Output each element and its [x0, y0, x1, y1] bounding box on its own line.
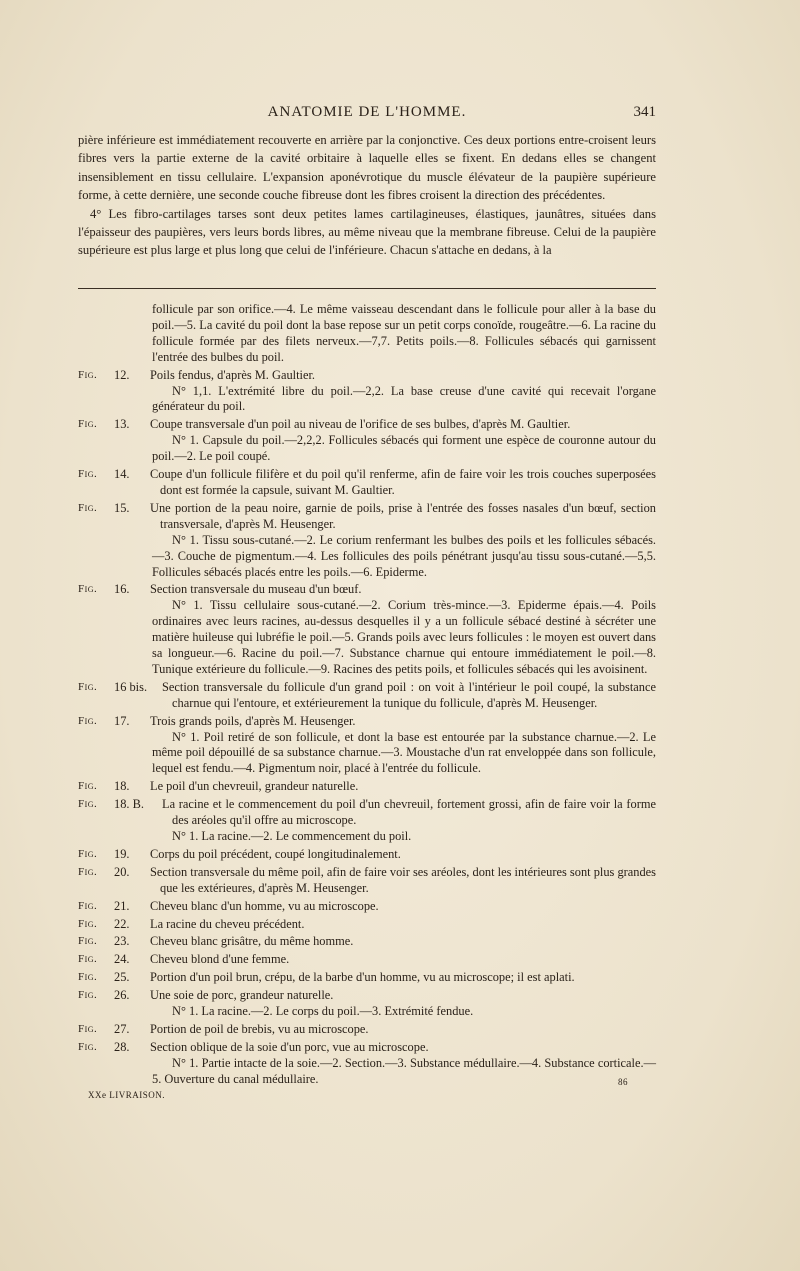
figure-caption [78, 714, 656, 778]
figure-label: Fig. [78, 780, 98, 793]
figure-caption [78, 988, 656, 1020]
figure-number: 15. [114, 500, 130, 515]
figure-caption [78, 779, 656, 795]
figure-label: Fig. [78, 680, 98, 693]
figure-number: 14. [114, 467, 130, 482]
figure-title: Cheveu blond d'une femme. [150, 952, 290, 967]
figure-caption [78, 952, 656, 968]
figure-caption [78, 847, 656, 863]
figure-legend: N° 1. Tissu cellulaire sous-cutané.—2. Corium très-mince.—3. Epiderme épais.—4. Poils ordinaires avec leurs racines, au-dessus desquelles il y a un follicule sébacé destiné à sécréter une matière huileuse qui lubréfie le poil.—5. Grands poils avec leurs follicules : le moyen est ouvert dans sa longueur.—6. Racine du poil.—7. Substance charnue qui entoure immédiatement le poil.—8. Tunique extérieure du follicule.—9. Racines des petits poils, et follicules sébacés qui les avoisinent. [152, 598, 656, 676]
figure-title: Portion d'un poil brun, crépu, de la barbe d'un homme, vu au microscope; il est aplati. [150, 970, 575, 985]
figure-label: Fig. [78, 899, 98, 912]
figure-number: 20. [114, 864, 130, 879]
figure-title: Section transversale du même poil, afin de faire voir ses aréoles, dont les intérieures sont plus grandes que les extérieures, d'après M. Heusenger. [150, 864, 656, 895]
figure-number: 28. [114, 1039, 130, 1054]
page-footer [88, 1077, 648, 1105]
figure-legend: N° 1. La racine.—2. Le commencement du poil. [172, 829, 412, 843]
figure-number: 18. [114, 779, 130, 794]
figure-title: Poils fendus, d'après M. Gaultier. [150, 367, 316, 382]
figure-label: Fig. [78, 865, 98, 878]
figure-caption [78, 680, 656, 712]
figure-number: 18. B. [114, 797, 144, 812]
figure-caption [78, 1022, 656, 1038]
figure-legend: N° 1. Poil retiré de son follicule, et dont la base est entourée par la substance charnue.—2. Le même poil dépouillé de sa substance charnue.—3. Moustache d'un rat enveloppée dans son follicule, lequel est fendu.—4. Pigmentum noir, placé à l'entrée du follicule. [152, 729, 656, 776]
figure-label: Fig. [78, 798, 98, 811]
figure-caption [78, 501, 656, 581]
figure-legend: N° 1. Tissu sous-cutané.—2. Le corium renfermant les bulbes des poils et les follicules sébacés.—3. Couche de pigmentum.—4. Les follicules des poils pénétrant jusqu'au tissu sous-cutané.—5,5. Follicules sébacés placés entre les poils.—6. Epiderme. [152, 532, 656, 579]
figure-number: 17. [114, 713, 130, 728]
figure-label: Fig. [78, 418, 98, 431]
figure-number: 19. [114, 846, 130, 861]
figure-caption [78, 934, 656, 950]
figure-caption [78, 467, 656, 499]
figure-label: Fig. [78, 368, 98, 381]
figure-title: Section oblique de la soie d'un porc, vue au microscope. [150, 1039, 429, 1054]
figure-label: Fig. [78, 1022, 98, 1035]
figure-title: Coupe d'un follicule filifère et du poil qu'il renferme, afin de faire voir les trois couches superposées dont est formée la capsule, suivant M. Gaultier. [150, 467, 656, 497]
figure-label: Fig. [78, 501, 98, 514]
figure-title: Portion de poil de brebis, vu au microscope. [150, 1021, 369, 1036]
intro-paragraph: 4° Les fibro-cartilages tarses sont deux petites lames cartilagineuses, élastiques, jaunâtres, situées dans l'épaisseur des paupières, vers leurs bords libres, au même niveau que la membrane fibreuse. Celui de la paupière supérieure est plus large et plus long que celui de l'inférieure. Chacun s'attache en dedans, à la [78, 206, 656, 258]
figure-number: 26. [114, 988, 130, 1003]
figure-number: 12. [114, 367, 130, 382]
page-number: 341 [633, 104, 656, 120]
figure-title: Corps du poil précédent, coupé longitudinalement. [150, 846, 401, 861]
figure-title: Section transversale du follicule d'un grand poil : on voit à l'intérieur le poil coupé, la substance charnue qui l'entoure, et extérieurement la tunique du follicule, d'après M. Heusenger. [162, 679, 656, 710]
figure-caption [78, 970, 656, 986]
figure-legend: N° 1. La racine.—2. Le corps du poil.—3. Extrémité fendue. [172, 1004, 474, 1019]
figure-legend: N° 1. Partie intacte de la soie.—2. Section.—3. Substance médullaire.—4. Substance corticale.—5. Ouverture du canal médullaire. [152, 1055, 656, 1086]
sheet-number: 86 [618, 1077, 628, 1087]
figure-number: 21. [114, 898, 130, 913]
figure-title: Une portion de la peau noire, garnie de poils, prise à l'entrée des fosses nasales d'un bœuf, section transversale, d'après M. Heusenger. [150, 500, 656, 531]
figure-title: Trois grands poils, d'après M. Heusenger. [150, 713, 356, 728]
figure-label: Fig. [78, 847, 98, 860]
section-divider [78, 288, 656, 289]
running-title: ANATOMIE DE L'HOMME. [267, 104, 467, 120]
figure-title: La racine et le commencement du poil d'un chevreuil, fortement grossi, afin de faire voir la forme des aréoles qu'il offre au microscope. [162, 797, 656, 828]
figure-label: Fig. [78, 468, 98, 481]
figure-caption [78, 302, 656, 366]
figure-number: 22. [114, 916, 130, 931]
figure-caption [78, 368, 656, 416]
figure-label: Fig. [78, 917, 98, 930]
figure-caption [78, 865, 656, 897]
figure-caption [78, 797, 656, 845]
figure-number: 23. [114, 934, 130, 949]
figure-title: Coupe transversale d'un poil au niveau de l'orifice de ses bulbes, d'après M. Gaultier. [150, 417, 571, 432]
figure-caption [78, 899, 656, 915]
figure-number: 13. [114, 417, 130, 432]
figure-label: Fig. [78, 971, 98, 984]
page-header [78, 104, 656, 126]
figure-title: Cheveu blanc grisâtre, du même homme. [150, 934, 354, 949]
figure-title: Cheveu blanc d'un homme, vu au microscope. [150, 898, 379, 913]
figure-number: 24. [114, 952, 130, 967]
intro-paragraph: pière inférieure est immédiatement recouverte en arrière par la conjonctive. Ces deux portions entre-croisent leurs fibres vers la partie externe de la cavité orbitaire à laquelle elles se fixent. En dedans elles se changent insensiblement en tissu cellulaire. L'expansion aponévrotique du muscle élévateur de la paupière supérieure forme, à cette dernière, une seconde couche fibreuse dont les fibres croisent la direction des précédentes. [78, 133, 656, 203]
printer-signature: XXe LIVRAISON. [88, 1090, 165, 1100]
figure-label: Fig. [78, 935, 98, 948]
figure-number: 27. [114, 1021, 130, 1036]
figure-title: Le poil d'un chevreuil, grandeur naturelle. [150, 779, 359, 794]
figure-captions [78, 302, 656, 1090]
figure-label: Fig. [78, 714, 98, 727]
figure-caption [78, 582, 656, 677]
figure-label: Fig. [78, 1040, 98, 1053]
figure-label: Fig. [78, 583, 98, 596]
figure-label: Fig. [78, 953, 98, 966]
figure-caption [78, 417, 656, 465]
figure-title: Section transversale du museau d'un bœuf. [150, 582, 362, 597]
figure-title: Une soie de porc, grandeur naturelle. [150, 988, 334, 1003]
figure-number: 25. [114, 970, 130, 985]
figure-caption [78, 1040, 656, 1088]
figure-label: Fig. [78, 989, 98, 1002]
figure-number: 16. [114, 582, 130, 597]
figure-legend: N° 1. Capsule du poil.—2,2,2. Follicules sébacés qui forment une espèce de couronne autour du poil.—2. Le poil coupé. [152, 433, 656, 464]
figure-number: 16 bis. [114, 679, 148, 694]
figure-caption [78, 917, 656, 933]
figure-title: La racine du cheveu précédent. [150, 916, 305, 931]
intro-text [78, 131, 656, 260]
figure-title: follicule par son orifice.—4. Le même vaisseau descendant dans le follicule pour aller à la base du poil.—5. La cavité du poil dont la base repose sur un petit corps conoïde, rougeâtre.—6. La racine du follicule formée par des filets nerveux.—7,7. Petits poils.—8. Follicules sébacés qui garnissent l'entrée des bulbes du poil. [152, 302, 656, 364]
figure-legend: N° 1,1. L'extrémité libre du poil.—2,2. La base creuse d'une cavité qui recevait l'organe générateur du poil. [152, 383, 656, 414]
